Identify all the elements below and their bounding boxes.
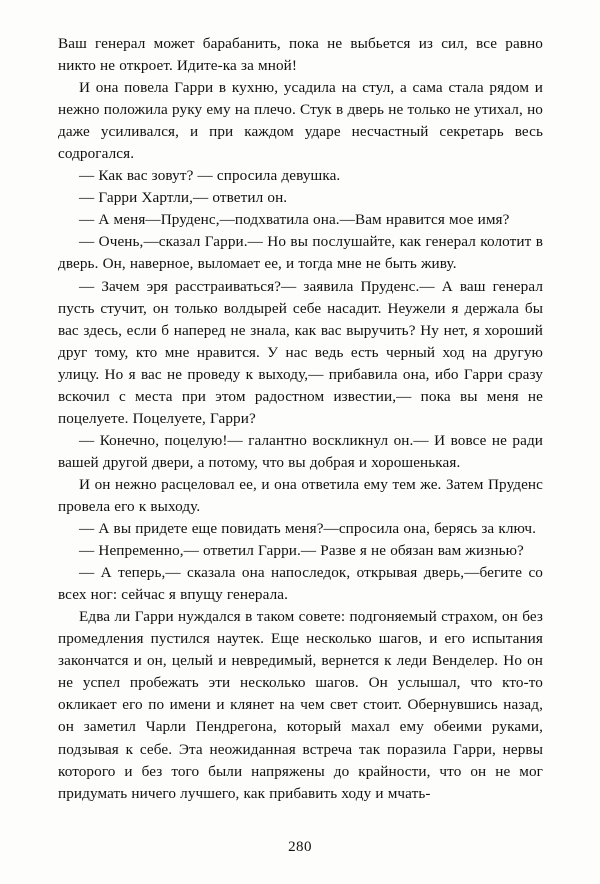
page-text-block [58,33,543,805]
paragraph: — Как вас зовут? — спросила девушка. [79,167,341,185]
paragraph: Едва ли Гарри нуждался в таком совете: подгоняемый страхом, он без промедления пустился наутек. Еще несколько шагов, и его испытания закончатся и он, целый и невредимый, вернется к леди Венделер. Но он не успел пробежать эти несколько шагов. Он услышал, что кто-то окликает его по имени и клянет на чем свет стоит. Обернувшись назад, он заметил Чарли Пендрегона, который махал ему обеими руками, подзывая к себе. Эта неожиданная встреча так поразила Гарри, нервы которого и без того были напряжены до крайности, что он не мог придумать ничего лучшего, как прибавить ходу и мчать- [58,608,543,802]
paragraph: — Непременно,— ответил Гарри.— Разве я не обязан вам жизнью? [79,542,524,560]
paragraph: — Гарри Хартли,— ответил он. [79,189,288,207]
paragraph: — Зачем эря расстраиваться?— заявила Пруденс.— А ваш генерал пусть стучит, он только волдырей себе насадит. Неужели я держала бы вас здесь, если б наперед не знала, как вас выручить? Ну нет, я хороший друг тому, кто мне нравится. У нас ведь есть черный ход на другую улицу. Но я вас не проведу к выходу,— прибавила она, ибо Гарри сразу вскочил с места при этом радостном известии,— пока вы меня не поцелуете. Поцелуете, Гарри? [58,277,543,427]
paragraph: — А меня—Пруденс,—подхватила она.—Вам нравится мое имя? [79,211,510,229]
paragraph: — Очень,—сказал Гарри.— Но вы послушайте, как генерал колотит в дверь. Он, наверное, выломает ее, и тогда мне не быть живу. [58,233,543,273]
page-number: 280 [288,839,312,855]
paragraph: — Конечно, поцелую!— галантно воскликнул он.— И вовсе не ради вашей другой двери, а потому, что вы добрая и хорошенькая. [58,431,543,471]
paragraph: И она повела Гарри в кухню, усадила на стул, а сама стала рядом и нежно положила руку ему на плечо. Стук в дверь не только не утихал, но даже усиливался, и при каждом ударе несчастный секретарь весь содрогался. [58,79,543,163]
paragraph: — А вы придете еще повидать меня?—спросила она, берясь за ключ. [79,520,537,538]
paragraph: Ваш генерал может барабанить, пока не выбьется из сил, все равно никто не откроет. Идите-ка за мной! [58,35,543,75]
paragraph: — А теперь,— сказала она напоследок, открывая дверь,—бегите со всех ног: сейчас я впущу генерала. [58,564,543,604]
paragraph: И он нежно расцеловал ее, и она ответила ему тем же. Затем Пруденс провела его к выходу. [58,475,543,515]
